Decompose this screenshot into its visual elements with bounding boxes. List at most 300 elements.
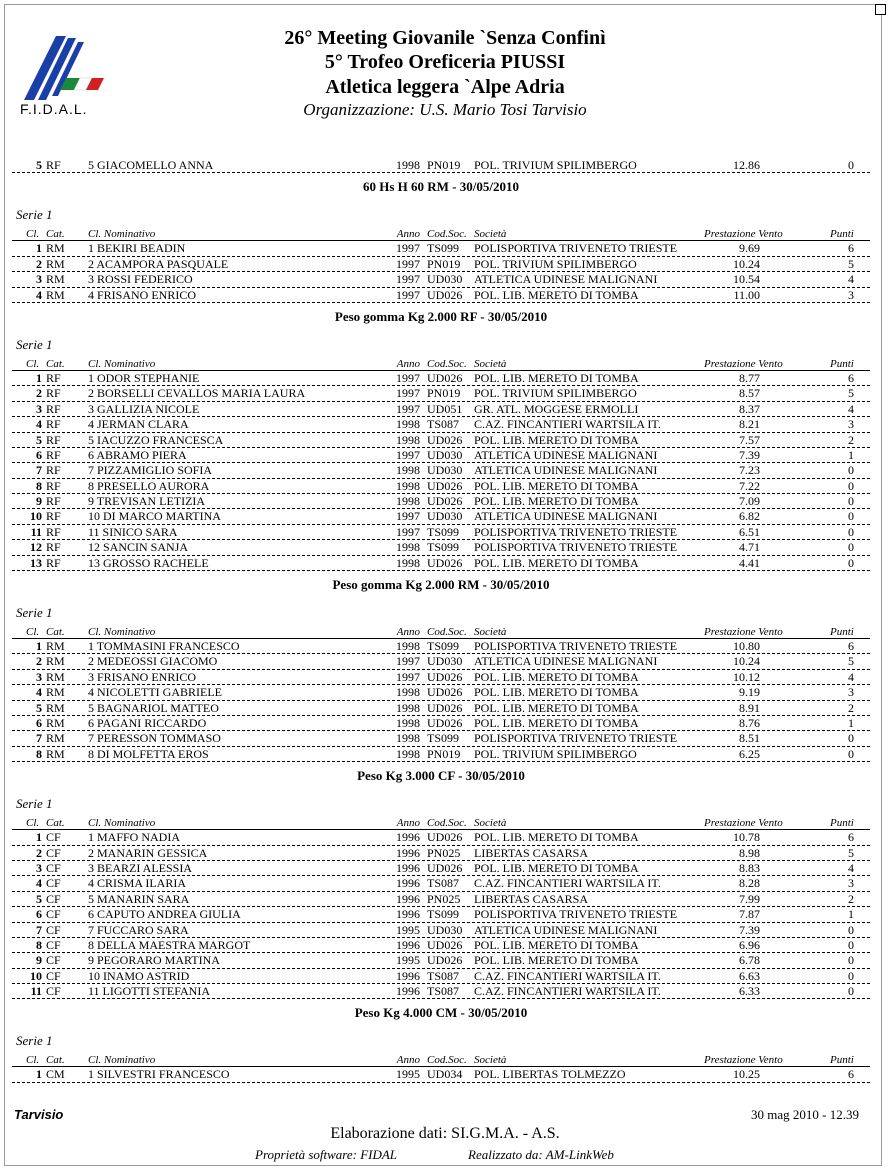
cell-cod: TS087	[427, 984, 460, 999]
cell-soc: POL. TRIVIUM SPILIMBERGO	[474, 746, 637, 761]
table-row	[12, 402, 870, 417]
header-pun: Punti	[830, 1054, 854, 1067]
cell-nom: 1 BEKIRI BEADIN	[88, 241, 186, 256]
table-row	[12, 158, 870, 173]
table-row	[12, 953, 870, 968]
cell-pres: 8.76	[739, 715, 760, 730]
serie-label: Serie 1	[16, 336, 53, 352]
cell-nom: 1 MAFFO NADIA	[88, 830, 181, 845]
cell-cl: 4	[36, 287, 42, 302]
cell-nom: 5 IACUZZO FRANCESCA	[88, 432, 224, 447]
cell-cat: RF	[46, 370, 61, 385]
cell-anno: 1998	[396, 463, 420, 478]
cell-nom: 7 PERESSON TOMMASO	[88, 731, 221, 746]
cell-cod: TS099	[427, 540, 460, 555]
cell-anno: 1997	[396, 370, 420, 385]
cell-pun: 4	[848, 401, 854, 416]
serie-label: Serie 1	[16, 207, 53, 223]
table-row	[12, 731, 870, 746]
table-row	[12, 861, 870, 876]
table-row	[12, 288, 870, 303]
cell-pun: 0	[848, 478, 854, 493]
cell-nom: 8 PRESELLO AURORA	[88, 478, 210, 493]
cell-cod: UD030	[427, 922, 463, 937]
cell-cat: RM	[46, 700, 65, 715]
header-soc: Società	[474, 357, 507, 370]
cell-pres: 6.96	[739, 937, 760, 952]
cell-nom: 6 CAPUTO ANDREA GIULIA	[88, 907, 241, 922]
cell-cl: 7	[36, 922, 42, 937]
serie-label: Serie 1	[16, 796, 53, 812]
cell-cod: TS099	[427, 241, 460, 256]
cell-soc: POL. LIB. MERETO DI TOMBA	[474, 715, 639, 730]
cell-cat: CM	[46, 1067, 65, 1082]
cell-cat: CF	[46, 984, 61, 999]
cell-cl: 9	[36, 494, 42, 509]
cell-pres: 10.25	[733, 1067, 760, 1082]
header-soc: Società	[474, 626, 507, 639]
cell-soc: POL. LIB. MERETO DI TOMBA	[474, 685, 639, 700]
cell-pun: 0	[848, 158, 854, 172]
cell-nom: 11 LIGOTTI STEFANIA	[88, 984, 210, 999]
cell-cod: PN019	[427, 256, 461, 271]
cell-cl: 12	[30, 540, 42, 555]
cell-pres: 10.80	[733, 639, 760, 654]
header-pun: Punti	[830, 817, 854, 830]
cell-cod: UD026	[427, 287, 463, 302]
header-cl: Cl.	[26, 817, 40, 830]
header-soc: Società	[474, 228, 507, 241]
table-row	[12, 525, 870, 540]
cell-pun: 4	[848, 860, 854, 875]
cell-cl: 4	[36, 417, 42, 432]
cell-soc: LIBERTAS CASARSA	[474, 845, 589, 860]
cell-cod: TS099	[427, 524, 460, 539]
cell-cod: UD026	[427, 937, 463, 952]
table-row	[12, 494, 870, 509]
cell-anno: 1996	[396, 984, 420, 999]
table-row	[12, 907, 870, 922]
cell-cl: 5	[36, 432, 42, 447]
cell-pun: 0	[848, 555, 854, 570]
cell-nom: 9 TREVISAN LETIZIA	[88, 494, 206, 509]
cell-anno: 1998	[396, 478, 420, 493]
cell-cod: TS087	[427, 968, 460, 983]
cell-pres: 8.91	[739, 700, 760, 715]
cell-cod: UD034	[427, 1067, 463, 1082]
cell-nom: 7 PIZZAMIGLIO SOFIA	[88, 463, 212, 478]
cell-soc: POL. LIB. MERETO DI TOMBA	[474, 700, 639, 715]
cell-cl: 7	[36, 463, 42, 478]
cell-cl: 3	[36, 272, 42, 287]
cell-cat: CF	[46, 907, 61, 922]
cell-cod: PN019	[427, 386, 461, 401]
cell-pun: 3	[848, 287, 854, 302]
cell-cl: 2	[36, 654, 42, 669]
cell-cat: RF	[46, 463, 61, 478]
cell-soc: C.AZ. FINCANTIERI WARTSILA IT.	[474, 417, 661, 432]
cell-nom: 13 GROSSO RACHELE	[88, 555, 209, 570]
cell-pun: 3	[848, 685, 854, 700]
cell-cl: 5	[36, 700, 42, 715]
cell-nom: 2 MANARIN GESSICA	[88, 845, 208, 860]
cell-nom: 4 CRISMA ILARIA	[88, 876, 187, 891]
header-pres: Prestazione Vento	[704, 626, 783, 639]
table-header-row	[12, 626, 870, 639]
cell-cl: 4	[36, 876, 42, 891]
serie-label: Serie 1	[16, 1033, 53, 1049]
cell-anno: 1996	[396, 968, 420, 983]
cell-cl: 1	[36, 639, 42, 654]
cell-anno: 1997	[396, 386, 420, 401]
cell-nom: 1 ODOR STEPHANIE	[88, 370, 200, 385]
header-pun: Punti	[830, 357, 854, 370]
cell-nom: 9 PEGORARO MARTINA	[88, 953, 220, 968]
cell-pun: 6	[848, 241, 854, 256]
cell-anno: 1997	[396, 654, 420, 669]
cell-soc: POL. LIB. MERETO DI TOMBA	[474, 953, 639, 968]
cell-cat: RM	[46, 715, 65, 730]
cell-cod: TS087	[427, 876, 460, 891]
header-cat: Cat.	[46, 228, 65, 241]
table-row	[12, 371, 870, 386]
cell-anno: 1996	[396, 907, 420, 922]
cell-cod: UD026	[427, 685, 463, 700]
table-row	[12, 479, 870, 494]
table-row	[12, 654, 870, 669]
cell-cl: 5	[36, 158, 42, 172]
cell-cat: RM	[46, 241, 65, 256]
cell-anno: 1996	[396, 937, 420, 952]
cell-cod: PN025	[427, 891, 461, 906]
header-cat: Cat.	[46, 626, 65, 639]
corner-box	[875, 4, 886, 15]
cell-anno: 1997	[396, 401, 420, 416]
cell-cat: RM	[46, 654, 65, 669]
header-nom: Cl. Nominativo	[88, 817, 156, 830]
footer-elaboration: Elaborazione dati: SI.G.M.A. - A.S.	[330, 1125, 560, 1142]
table-row	[12, 923, 870, 938]
event-title: Peso gomma Kg 2.000 RF - 30/05/2010	[334, 308, 548, 324]
cell-cl: 10	[30, 968, 42, 983]
cell-cl: 6	[36, 907, 42, 922]
header-nom: Cl. Nominativo	[88, 626, 156, 639]
cell-soc: POLISPORTIVA TRIVENETO TRIESTE	[474, 524, 678, 539]
cell-anno: 1998	[396, 700, 420, 715]
cell-soc: POL. LIB. MERETO DI TOMBA	[474, 830, 639, 845]
cell-soc: POL. LIB. MERETO DI TOMBA	[474, 555, 639, 570]
cell-pres: 8.83	[739, 860, 760, 875]
trophy-title: 5° Trofeo Oreficeria PIUSSI	[324, 51, 566, 73]
cell-cat: RF	[46, 158, 61, 172]
header-pres: Prestazione Vento	[704, 817, 783, 830]
cell-cat: RF	[46, 540, 61, 555]
cell-cod: UD030	[427, 463, 463, 478]
cell-cod: UD026	[427, 370, 463, 385]
results-content	[12, 158, 870, 1083]
header-cod: Cod.Soc.	[427, 357, 467, 370]
cell-nom: 3 FRISANO ENRICO	[88, 669, 197, 684]
header-nom: Cl. Nominativo	[88, 357, 156, 370]
cell-pun: 2	[848, 700, 854, 715]
cell-pres: 6.25	[739, 746, 760, 761]
cell-cl: 7	[36, 731, 42, 746]
cell-anno: 1997	[396, 524, 420, 539]
cell-cod: PN019	[427, 158, 461, 172]
table-row	[12, 1067, 870, 1082]
cell-anno: 1996	[396, 876, 420, 891]
cell-cat: RM	[46, 287, 65, 302]
cell-anno: 1998	[396, 639, 420, 654]
cell-cl: 2	[36, 386, 42, 401]
event-title: Peso Kg 3.000 CF - 30/05/2010	[357, 768, 525, 784]
cell-pun: 0	[848, 746, 854, 761]
header-soc: Società	[474, 817, 507, 830]
footer-software: Proprietà software: FIDAL	[255, 1147, 398, 1162]
cell-soc: ATLETICA UDINESE MALIGNANI	[474, 509, 658, 524]
cell-anno: 1996	[396, 860, 420, 875]
table-row	[12, 433, 870, 448]
cell-pres: 6.33	[739, 984, 760, 999]
cell-pres: 6.51	[739, 524, 760, 539]
cell-anno: 1998	[396, 494, 420, 509]
cell-soc: POL. LIB. MERETO DI TOMBA	[474, 370, 639, 385]
cell-soc: POL. LIB. MERETO DI TOMBA	[474, 478, 639, 493]
cell-pres: 7.57	[739, 432, 760, 447]
cell-soc: ATLETICA UDINESE MALIGNANI	[474, 463, 658, 478]
cell-pun: 6	[848, 1067, 854, 1082]
cell-soc: GR. ATL. MOGGESE ERMOLLI	[474, 401, 639, 416]
cell-soc: POL. LIB. MERETO DI TOMBA	[474, 287, 639, 302]
cell-cat: CF	[46, 876, 61, 891]
header-cl: Cl.	[26, 357, 40, 370]
cell-cod: TS099	[427, 907, 460, 922]
cell-cat: RF	[46, 478, 61, 493]
meeting-title: 26° Meeting Giovanile `Senza Confinì	[284, 27, 606, 49]
cell-cod: UD030	[427, 654, 463, 669]
event-title: Peso Kg 4.000 CM - 30/05/2010	[354, 1005, 528, 1021]
header-cl: Cl.	[26, 626, 40, 639]
cell-pun: 4	[848, 669, 854, 684]
table-row	[12, 969, 870, 984]
cell-nom: 8 DELLA MAESTRA MARGOT	[88, 937, 251, 952]
footer-place: Tarvisio	[14, 1107, 64, 1122]
serie-label: Serie 1	[16, 605, 53, 621]
cell-anno: 1997	[396, 287, 420, 302]
cell-cl: 3	[36, 860, 42, 875]
cell-cod: UD026	[427, 715, 463, 730]
footer-datetime: 30 mag 2010 - 12.39	[751, 1107, 859, 1122]
cell-pun: 0	[848, 494, 854, 509]
cell-cat: RM	[46, 639, 65, 654]
cell-pres: 10.12	[733, 669, 760, 684]
header-anno: Anno	[396, 626, 420, 639]
cell-pun: 6	[848, 370, 854, 385]
cell-anno: 1997	[396, 256, 420, 271]
cell-nom: 5 MANARIN SARA	[88, 891, 190, 906]
cell-cl: 8	[36, 746, 42, 761]
cell-cat: CF	[46, 922, 61, 937]
cell-cl: 2	[36, 845, 42, 860]
table-row	[12, 509, 870, 524]
cell-anno: 1997	[396, 509, 420, 524]
cell-soc: POL. LIB. MERETO DI TOMBA	[474, 669, 639, 684]
cell-cat: RF	[46, 494, 61, 509]
cell-cat: CF	[46, 830, 61, 845]
cell-cl: 5	[36, 891, 42, 906]
cell-pres: 7.87	[739, 907, 760, 922]
cell-pun: 0	[848, 509, 854, 524]
cell-cod: PN025	[427, 845, 461, 860]
cell-nom: 7 FUCCARO SARA	[88, 922, 189, 937]
cell-nom: 11 SINICO SARA	[88, 524, 178, 539]
table-header-row	[12, 1054, 870, 1067]
cell-soc: ATLETICA UDINESE MALIGNANI	[474, 654, 658, 669]
cell-pres: 4.71	[739, 540, 760, 555]
cell-anno: 1998	[396, 746, 420, 761]
cell-cl: 1	[36, 1067, 42, 1082]
cell-soc: ATLETICA UDINESE MALIGNANI	[474, 922, 658, 937]
cell-pun: 0	[848, 524, 854, 539]
cell-pun: 0	[848, 540, 854, 555]
cell-cod: UD030	[427, 447, 463, 462]
header-cod: Cod.Soc.	[427, 1054, 467, 1067]
table-row	[12, 685, 870, 700]
cell-cat: RF	[46, 401, 61, 416]
table-row	[12, 892, 870, 907]
event-name: Atletica leggera `Alpe Adria	[325, 76, 565, 98]
table-row	[12, 716, 870, 731]
table-row	[12, 241, 870, 256]
cell-cat: CF	[46, 953, 61, 968]
cell-pun: 3	[848, 417, 854, 432]
cell-cod: UD026	[427, 669, 463, 684]
cell-cl: 8	[36, 478, 42, 493]
cell-pun: 0	[848, 953, 854, 968]
cell-pres: 12.86	[733, 158, 760, 172]
cell-cod: TS087	[427, 417, 460, 432]
cell-pun: 5	[848, 654, 854, 669]
header-cl: Cl.	[26, 1054, 40, 1067]
cell-anno: 1997	[396, 669, 420, 684]
table-row	[12, 639, 870, 654]
cell-cat: RF	[46, 524, 61, 539]
header-pun: Punti	[830, 626, 854, 639]
cell-pres: 9.69	[739, 241, 760, 256]
cell-cl: 6	[36, 447, 42, 462]
event-title: Peso gomma Kg 2.000 RM - 30/05/2010	[332, 577, 550, 593]
cell-pun: 1	[848, 907, 854, 922]
cell-anno: 1995	[396, 953, 420, 968]
table-row	[12, 417, 870, 432]
cell-cod: UD026	[427, 494, 463, 509]
table-row	[12, 448, 870, 463]
cell-cod: TS099	[427, 731, 460, 746]
header-cat: Cat.	[46, 817, 65, 830]
footer-realizzato: Realizzato da: AM-LinkWeb	[468, 1147, 614, 1162]
cell-pun: 3	[848, 876, 854, 891]
cell-pres: 8.28	[739, 876, 760, 891]
cell-pres: 10.54	[733, 272, 760, 287]
cell-cl: 3	[36, 669, 42, 684]
cell-cl: 1	[36, 241, 42, 256]
cell-cat: RF	[46, 509, 61, 524]
cell-cat: RM	[46, 746, 65, 761]
header-pres: Prestazione Vento	[704, 228, 783, 241]
table-row	[12, 257, 870, 272]
cell-cat: CF	[46, 845, 61, 860]
cell-pres: 9.19	[739, 685, 760, 700]
cell-anno: 1998	[396, 540, 420, 555]
cell-soc: POL. LIB. MERETO DI TOMBA	[474, 494, 639, 509]
cell-pres: 10.24	[733, 256, 760, 271]
cell-pres: 7.39	[739, 447, 760, 462]
cell-cod: UD030	[427, 509, 463, 524]
cell-cat: CF	[46, 860, 61, 875]
cell-anno: 1997	[396, 447, 420, 462]
cell-cod: UD026	[427, 700, 463, 715]
cell-nom: 4 NICOLETTI GABRIELE	[88, 685, 222, 700]
table-row	[12, 670, 870, 685]
cell-anno: 1998	[396, 715, 420, 730]
table-row	[12, 938, 870, 953]
cell-soc: POL. LIB. MERETO DI TOMBA	[474, 432, 639, 447]
cell-cod: UD051	[427, 401, 463, 416]
cell-pres: 10.78	[733, 830, 760, 845]
cell-nom: 2 BORSELLI CEVALLOS MARIA LAURA	[88, 386, 306, 401]
cell-soc: POLISPORTIVA TRIVENETO TRIESTE	[474, 731, 678, 746]
cell-cat: CF	[46, 891, 61, 906]
cell-cl: 9	[36, 953, 42, 968]
cell-pres: 7.09	[739, 494, 760, 509]
cell-soc: POLISPORTIVA TRIVENETO TRIESTE	[474, 540, 678, 555]
cell-nom: 6 PAGANI RICCARDO	[88, 715, 207, 730]
header-nom: Cl. Nominativo	[88, 1054, 156, 1067]
cell-pres: 6.63	[739, 968, 760, 983]
cell-nom: 12 SANCIN SANJA	[88, 540, 189, 555]
cell-pres: 8.51	[739, 731, 760, 746]
cell-anno: 1995	[396, 1067, 420, 1082]
table-row	[12, 540, 870, 555]
cell-nom: 3 GALLIZIA NICOLE	[88, 401, 200, 416]
cell-nom: 1 SILVESTRI FRANCESCO	[88, 1067, 230, 1082]
cell-soc: POLISPORTIVA TRIVENETO TRIESTE	[474, 907, 678, 922]
cell-pres: 11.00	[733, 287, 760, 302]
table-row	[12, 463, 870, 478]
table-header-row	[12, 358, 870, 371]
cell-pun: 0	[848, 968, 854, 983]
cell-pun: 5	[848, 256, 854, 271]
cell-pres: 7.39	[739, 922, 760, 937]
cell-pun: 2	[848, 891, 854, 906]
cell-cat: RF	[46, 386, 61, 401]
cell-cat: RM	[46, 669, 65, 684]
cell-pun: 5	[848, 845, 854, 860]
cell-nom: 5 GIACOMELLO ANNA	[88, 158, 214, 172]
cell-nom: 10 DI MARCO MARTINA	[88, 509, 221, 524]
cell-soc: POLISPORTIVA TRIVENETO TRIESTE	[474, 639, 678, 654]
table-row	[12, 556, 870, 571]
cell-pres: 8.57	[739, 386, 760, 401]
logo-text: F.I.D.A.L.	[20, 101, 88, 117]
header-anno: Anno	[396, 1054, 420, 1067]
header-cat: Cat.	[46, 357, 65, 370]
cell-anno: 1998	[396, 555, 420, 570]
cell-cat: RM	[46, 685, 65, 700]
cell-cod: PN019	[427, 746, 461, 761]
cell-cod: UD026	[427, 830, 463, 845]
cell-pres: 6.82	[739, 509, 760, 524]
